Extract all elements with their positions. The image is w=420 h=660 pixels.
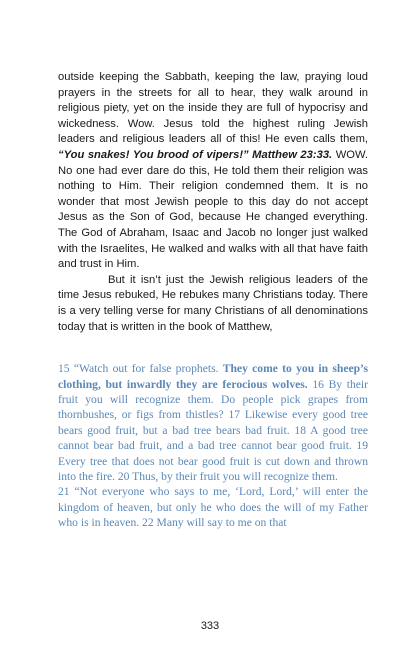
scripture-text-b: 16 By their fruit you will recognize them. Do people pick grapes from thornbushes, or figs from thistles? 17 Likewise every good tree bears good fruit, but a bad tree bears bad fruit. 18 A good tree cannot bear bad fruit, and a bad tree cannot bear good fruit. 19 Every tree that does not bear good fruit is cut down and thrown into the fire. 20 Thus, by their fruit you will recognize them. <box>58 377 368 483</box>
scripture-paragraph-2: 21 “Not everyone who says to me, ‘Lord, Lord,’ will enter the kingdom of heaven, but only he who does the will of my Father who is in heaven. 22 Many will say to me on that <box>58 485 368 530</box>
paragraph-1-text-a: outside keeping the Sabbath, keeping the law, praying loud prayers in the streets for all to hear, they walk around in religious piety, yet on the inside they are full of hypocrisy and wickedness. Wow. Jesus told the highest ruling Jewish leaders and religious leaders all of this! He even calls them, <box>58 71 368 146</box>
scripture-paragraph-1 <box>58 361 368 484</box>
body-paragraph-2: But it isn’t just the Jewish religious leaders of the time Jesus rebuked, He rebukes many Christians today. There is a very telling verse for many Christians of all denominations today that is written in the book of Matthew, <box>58 273 368 333</box>
scripture-reference-quote: “You snakes! You brood of vipers!” Matthew 23:33. <box>58 148 333 161</box>
scripture-bold-text: They come to you in sheep’s clothing, but inwardly they are ferocious wolves. <box>58 362 368 391</box>
body-paragraph-1 <box>58 70 368 273</box>
page-number: 333 <box>200 620 220 632</box>
page-content <box>58 70 368 531</box>
scripture-text-a: 15 “Watch out for false prophets. <box>58 362 223 376</box>
scripture-quote-block <box>58 361 368 530</box>
paragraph-1-text-b: WOW. No one had ever dare do this, He told them their religion was nothing to Him. Their religion condemned them. It is no wonder that most Jewish people to this day do not accept Jesus as the Son of God, because He changed everything. The God of Abraham, Isaac and Jacob no longer just walked with the Israelites, He walked and walks with all that have faith and trust in Him. <box>58 148 369 271</box>
